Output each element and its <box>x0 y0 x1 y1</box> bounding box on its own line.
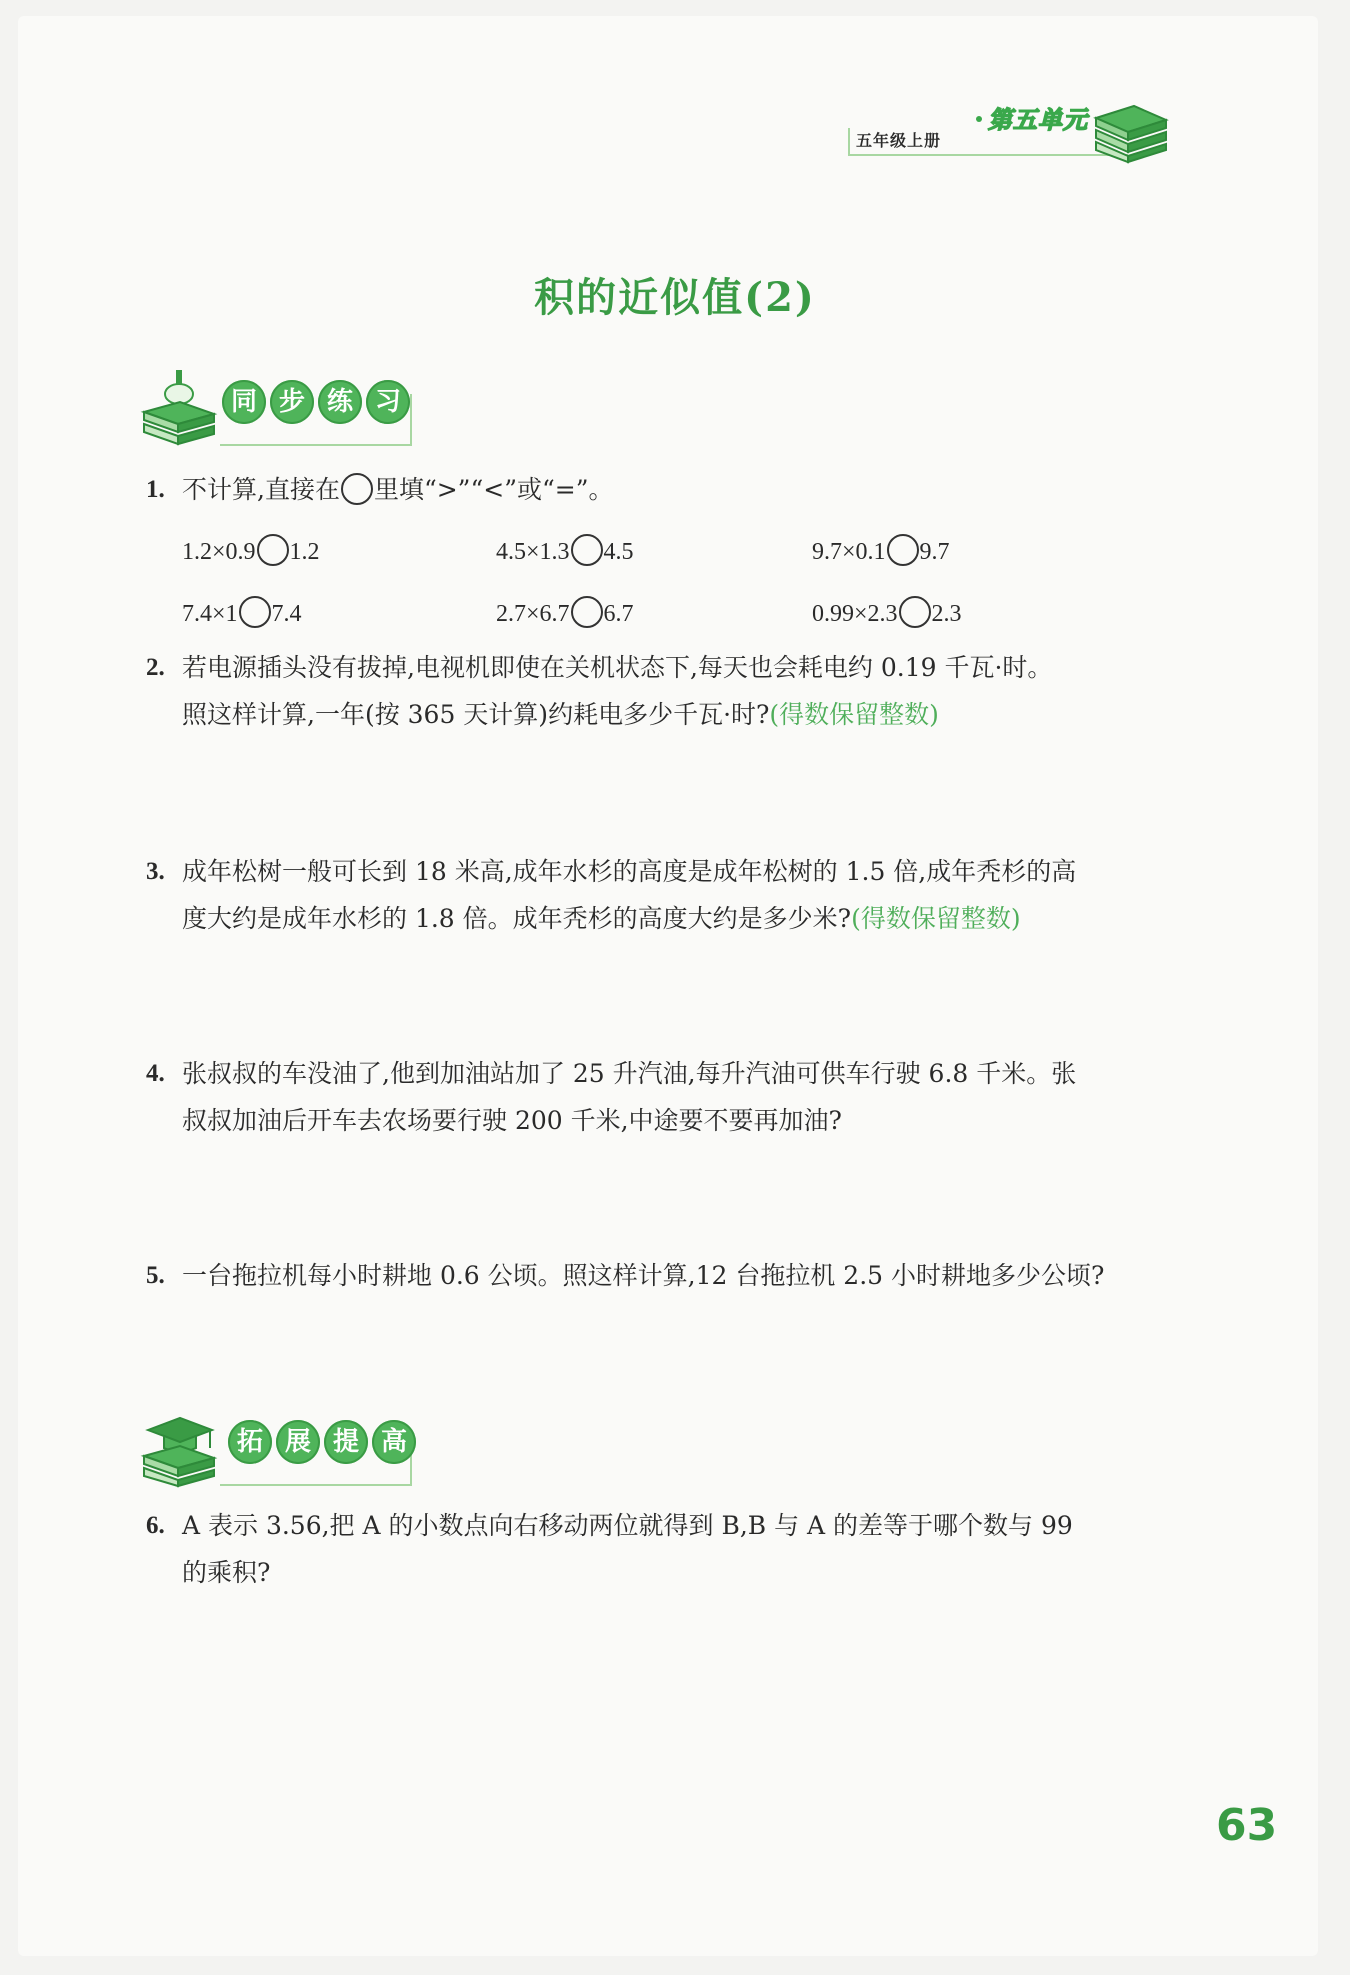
question-1 <box>146 466 1186 513</box>
answer-circle[interactable] <box>887 534 919 566</box>
section-title-char: 拓 <box>228 1420 272 1464</box>
section-title <box>228 1420 416 1464</box>
section-title-char: 习 <box>366 380 410 424</box>
question-text-line: A 表示 3.56,把 A 的小数点向右移动两位就得到 B,B 与 A 的差等于哪个数与 99 <box>182 1511 1073 1540</box>
question-text <box>182 466 1186 513</box>
compare-left: 2.7×6.7 <box>496 601 570 627</box>
section-title-char: 练 <box>318 380 362 424</box>
question-3 <box>146 848 1186 942</box>
answer-circle[interactable] <box>571 596 603 628</box>
section-title-char: 步 <box>270 380 314 424</box>
compare-left: 4.5×1.3 <box>496 539 570 565</box>
page-number: 63 <box>1216 1800 1278 1851</box>
unit-label: 第五单元 <box>988 106 1088 134</box>
question-text-line: 一台拖拉机每小时耕地 0.6 公顷。照这样计算,12 台拖拉机 2.5 小时耕地多少公顷? <box>182 1261 1105 1290</box>
compare-right: 9.7 <box>919 539 950 565</box>
books-lamp-icon <box>140 368 220 448</box>
question-text-part: 里填“>”“<”或“=”。 <box>373 475 614 504</box>
section-title-char: 高 <box>372 1420 416 1464</box>
answer-circle[interactable] <box>239 596 271 628</box>
answer-hint: (得数保留整数) <box>769 700 939 729</box>
compare-right: 7.4 <box>271 601 302 627</box>
answer-circle <box>341 473 373 505</box>
unit-header <box>840 92 1180 172</box>
compare-left: 0.99×2.3 <box>812 601 898 627</box>
compare-left: 7.4×1 <box>182 601 238 627</box>
compare-item <box>812 534 950 566</box>
question-2 <box>146 644 1186 738</box>
question-number: 3. <box>146 858 165 885</box>
answer-hint: (得数保留整数) <box>851 904 1021 933</box>
bullet-dot <box>976 116 982 122</box>
compare-item <box>182 534 320 566</box>
question-text-line <box>182 691 1186 738</box>
question-text-line: 若电源插头没有拔掉,电视机即使在关机状态下,每天也会耗电约 0.19 千瓦·时。 <box>182 653 1053 682</box>
section-title <box>222 380 410 424</box>
question-number: 5. <box>146 1262 165 1289</box>
question-number: 4. <box>146 1060 165 1087</box>
compare-item <box>812 596 962 628</box>
books-stack-icon <box>1090 92 1170 164</box>
question-text-line: 的乘积? <box>182 1558 271 1587</box>
compare-right: 4.5 <box>603 539 634 565</box>
question-text-line: 叔叔加油后开车去农场要行驶 200 千米,中途要不要再加油? <box>182 1106 842 1135</box>
section-practice <box>140 368 440 448</box>
question-text-line: 成年松树一般可长到 18 米高,成年水杉的高度是成年松树的 1.5 倍,成年秃杉的高 <box>182 857 1077 886</box>
question-5 <box>146 1252 1186 1299</box>
answer-circle[interactable] <box>257 534 289 566</box>
section-title-char: 展 <box>276 1420 320 1464</box>
header-divider <box>848 128 850 154</box>
question-6 <box>146 1502 1186 1596</box>
page-title: 积的近似值(2) <box>534 274 816 321</box>
compare-right: 1.2 <box>289 539 320 565</box>
section-title-char: 同 <box>222 380 266 424</box>
compare-item <box>496 596 634 628</box>
question-4 <box>146 1050 1186 1144</box>
header-underline <box>848 154 1128 156</box>
grad-cap-books-icon <box>140 1408 220 1488</box>
question-number: 6. <box>146 1512 165 1539</box>
question-text-part: 度大约是成年水杉的 1.8 倍。成年秃杉的高度大约是多少米? <box>182 904 852 933</box>
compare-item <box>182 596 302 628</box>
question-number: 1. <box>146 476 165 503</box>
compare-left: 1.2×0.9 <box>182 539 256 565</box>
section-title-char: 提 <box>324 1420 368 1464</box>
question-text-line: 张叔叔的车没油了,他到加油站加了 25 升汽油,每升汽油可供车行驶 6.8 千米。张 <box>182 1059 1077 1088</box>
question-number: 2. <box>146 654 165 681</box>
grade-label: 五年级上册 <box>856 131 942 150</box>
question-text-part: 不计算,直接在 <box>182 475 340 504</box>
compare-right: 2.3 <box>931 601 962 627</box>
section-extension <box>140 1408 440 1488</box>
answer-circle[interactable] <box>899 596 931 628</box>
compare-item <box>496 534 634 566</box>
answer-circle[interactable] <box>571 534 603 566</box>
question-text-part: 照这样计算,一年(按 365 天计算)约耗电多少千瓦·时? <box>182 700 770 729</box>
compare-right: 6.7 <box>603 601 634 627</box>
compare-left: 9.7×0.1 <box>812 539 886 565</box>
question-text-line <box>182 895 1186 942</box>
